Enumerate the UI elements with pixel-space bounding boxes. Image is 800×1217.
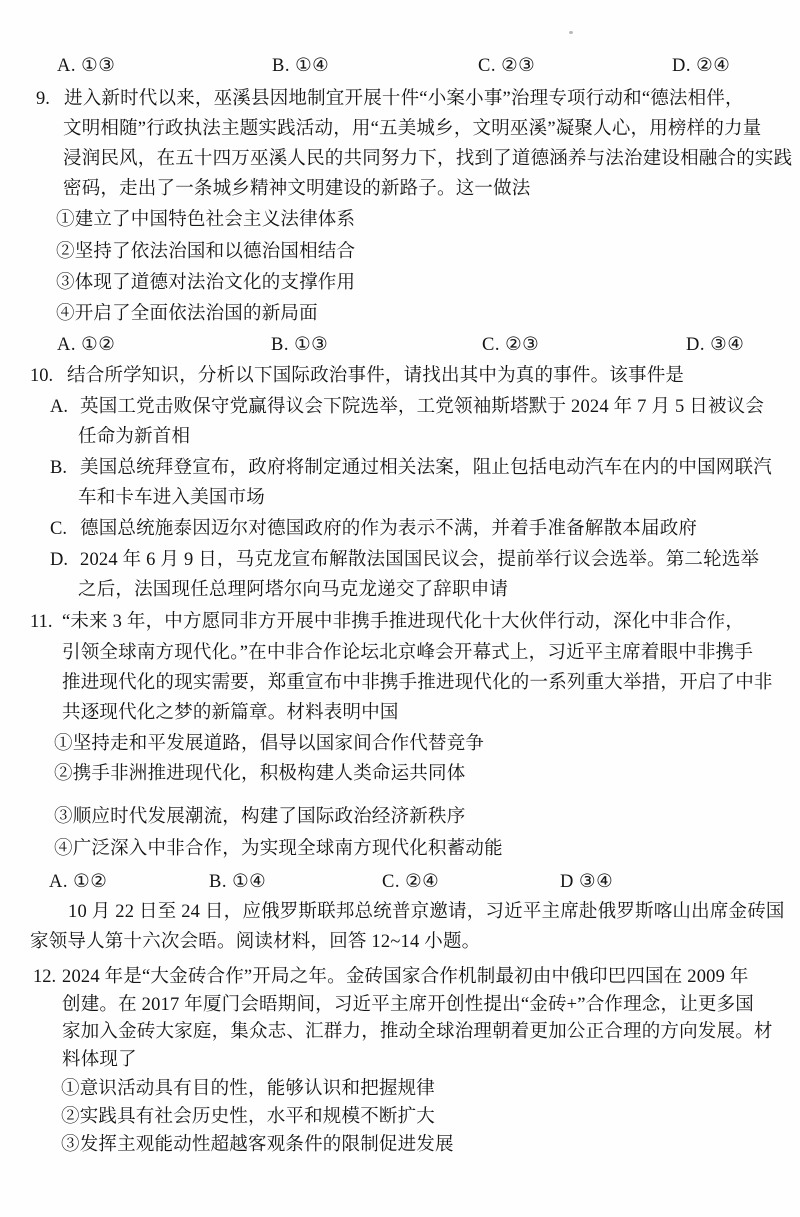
q10-choice-a-label: A. xyxy=(50,397,68,417)
q10-choice-b-text: 美国总统拜登宣布，政府将制定通过相关法案，阻止包括电动汽车在内的中国网联汽 xyxy=(80,458,772,478)
q9-option-d: D. ③④ xyxy=(686,335,745,355)
q11-option-c: C. ②④ xyxy=(382,872,440,892)
question-11-text-line: “未来 3 年，中方愿同非方开展中非携手推进现代化十大伙伴行动，深化中非合作， xyxy=(62,612,745,632)
question-12-text-line: 2024 年是“大金砖合作”开局之年。金砖国家合作机制最初由中俄印巴四国在 2009 年 xyxy=(62,967,749,987)
q10-choice-d-text: 之后，法国现任总理阿塔尔向马克龙递交了辞职申请 xyxy=(78,580,509,600)
q11-option-d: D ③④ xyxy=(560,872,614,892)
question-12-statement-2: ②实践具有社会历史性，水平和规模不断扩大 xyxy=(61,1107,436,1127)
question-10-number: 10. xyxy=(30,366,54,386)
question-9-text-line: 密码，走出了一条城乡精神文明建设的新路子。这一做法 xyxy=(63,179,531,199)
question-11-statement-2: ②携手非洲推进现代化，积极构建人类命运共同体 xyxy=(54,764,466,784)
prev-option-b: B. ①④ xyxy=(272,56,330,76)
scan-artifact-dot xyxy=(569,31,573,34)
question-11-number: 11. xyxy=(30,612,53,632)
question-12-text-line: 创建。在 2017 年厦门会晤期间，习近平主席开创性提出“金砖+”合作理念，让更多国 xyxy=(62,995,755,1015)
material-intro-line: 家领导人第十六次会晤。阅读材料，回答 12~14 小题。 xyxy=(30,932,481,952)
question-9-statement-4: ④开启了全面依法治国的新局面 xyxy=(56,304,318,324)
prev-option-a: A. ①③ xyxy=(57,56,116,76)
q10-choice-a-text: 任命为新首相 xyxy=(78,427,191,447)
prev-option-c: C. ②③ xyxy=(478,56,536,76)
q10-choice-d-text: 2024 年 6 月 9 日，马克龙宣布解散法国国民议会，提前举行议会选举。第二轮选举 xyxy=(80,550,760,570)
q11-option-b: B. ①④ xyxy=(209,872,267,892)
q9-option-c: C. ②③ xyxy=(482,335,540,355)
q9-option-b: B. ①③ xyxy=(271,335,329,355)
question-12-statement-3: ③发挥主观能动性超越客观条件的限制促进发展 xyxy=(61,1135,454,1155)
question-9-statement-1: ①建立了中国特色社会主义法律体系 xyxy=(56,210,356,230)
question-9-number: 9. xyxy=(36,89,50,109)
question-11-text-line: 推进现代化的现实需要，郑重宣布中非携手推进现代化的一系列重大举措，开启了中非 xyxy=(62,673,773,693)
question-9-statement-3: ③体现了道德对法治文化的支撑作用 xyxy=(56,273,356,293)
question-12-text-line: 家加入金砖大家庭，集众志、汇群力，推动全球治理朝着更加公正合理的方向发展。材 xyxy=(62,1022,773,1042)
q10-choice-a-text: 英国工党击败保守党赢得议会下院选举，工党领袖斯塔默于 2024 年 7 月 5 日被议会 xyxy=(80,397,765,417)
question-11-text-line: 引领全球南方现代化。”在中非合作论坛北京峰会开幕式上，习近平主席着眼中非携手 xyxy=(62,643,754,663)
q10-choice-b-label: B. xyxy=(50,458,67,478)
q10-choice-c-label: C. xyxy=(50,519,67,539)
question-10-stem: 结合所学知识，分析以下国际政治事件，请找出其中为真的事件。该事件是 xyxy=(67,366,685,386)
question-11-statement-4: ④广泛深入中非合作，为实现全球南方现代化积蓄动能 xyxy=(54,839,503,859)
question-11-statement-1: ①坚持走和平发展道路，倡导以国家间合作代替竞争 xyxy=(54,734,485,754)
question-12-statement-1: ①意识活动具有目的性，能够认识和把握规律 xyxy=(61,1079,436,1099)
q10-choice-c-text: 德国总统施泰因迈尔对德国政府的作为表示不满，并着手准备解散本届政府 xyxy=(80,519,698,539)
q10-choice-b-text: 车和卡车进入美国市场 xyxy=(78,488,266,508)
question-9-statement-2: ②坚持了依法治国和以德治国相结合 xyxy=(56,242,356,262)
q9-option-a: A. ①② xyxy=(57,335,116,355)
question-9-text-line: 进入新时代以来，巫溪县因地制宜开展十件“小案小事”治理专项行动和“德法相伴， xyxy=(64,89,744,109)
question-11-statement-3: ③顺应时代发展潮流，构建了国际政治经济新秩序 xyxy=(54,807,466,827)
question-11-text-line: 共逐现代化之梦的新篇章。材料表明中国 xyxy=(62,703,399,723)
material-intro-line: 10 月 22 日至 24 日，应俄罗斯联邦总统普京邀请，习近平主席赴俄罗斯喀山出席金砖国 xyxy=(68,902,785,922)
question-12-text-line: 料体现了 xyxy=(62,1050,137,1070)
q11-option-a: A. ①② xyxy=(49,872,108,892)
q10-choice-d-label: D. xyxy=(50,550,68,570)
question-9-text-line: 文明相随”行政执法主题实践活动，用“五美城乡，文明巫溪”凝聚人心，用榜样的力量 xyxy=(63,119,762,139)
question-9-text-line: 浸润民风，在五十四万巫溪人民的共同努力下，找到了道德涵养与法治建设相融合的实践 xyxy=(63,149,793,169)
question-12-number: 12. xyxy=(33,967,57,987)
prev-option-d: D. ②④ xyxy=(672,56,731,76)
